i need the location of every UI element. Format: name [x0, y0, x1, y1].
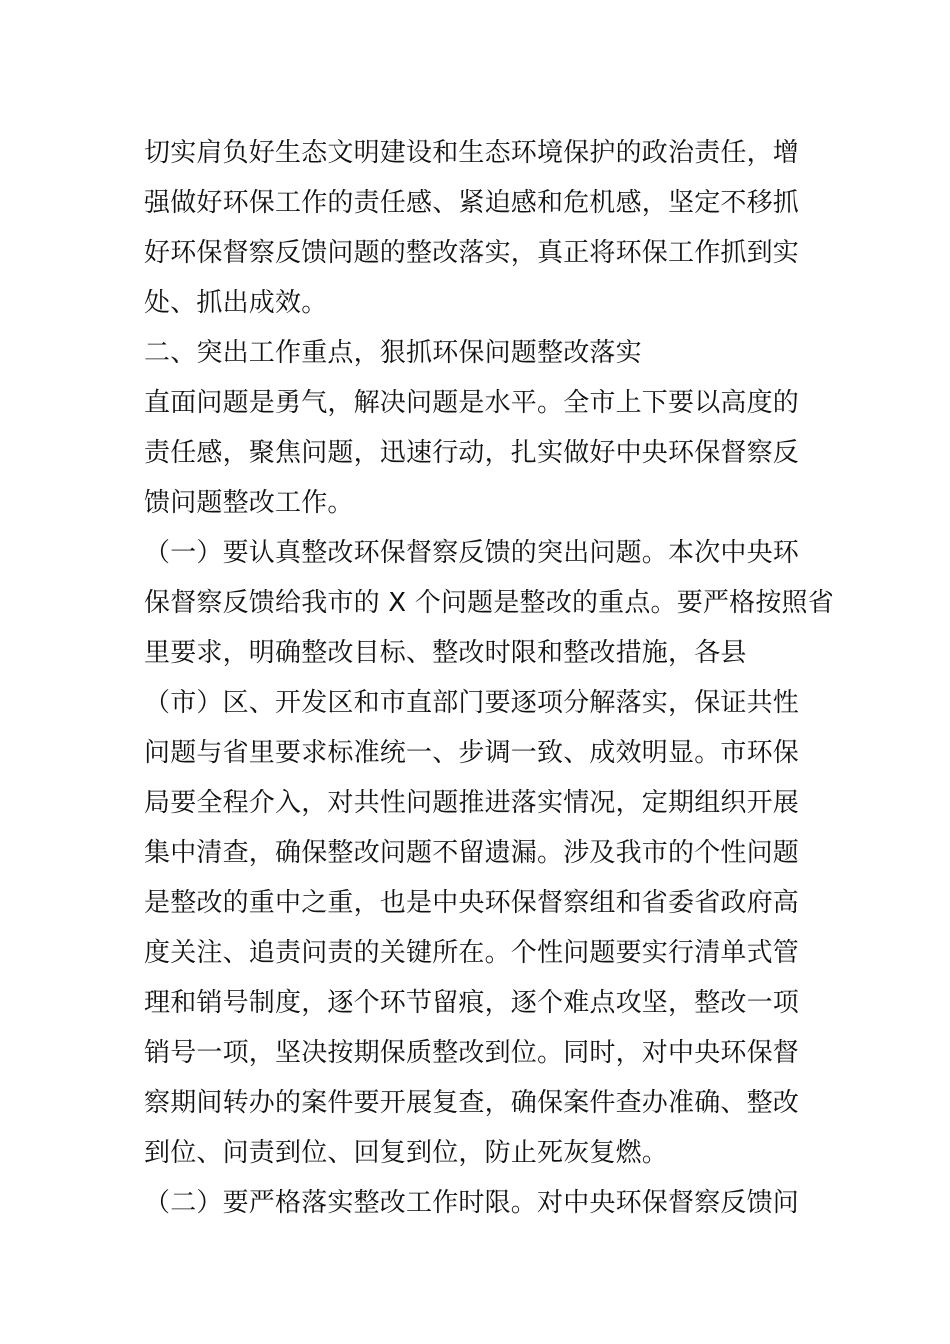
section-heading: 二、突出工作重点，狠抓环保问题整改落实: [144, 338, 642, 368]
text-line: 切实肩负好生态文明建设和生态环境保护的政治责任，增: [144, 138, 800, 168]
text-line: 局要全程介入，对共性问题推进落实情况，定期组织开展: [144, 788, 800, 818]
text-line: 里要求，明确整改目标、整改时限和整改措施，各县: [144, 638, 747, 668]
text-line: 责任感，聚焦问题，迅速行动，扎实做好中央环保督察反: [144, 438, 800, 468]
document-body: [144, 128, 834, 1228]
text-line: 是整改的重中之重，也是中央环保督察组和省委省政府高: [144, 888, 800, 918]
text-line: 直面问题是勇气，解决问题是水平。全市上下要以高度的: [144, 388, 800, 418]
text-line: 理和销号制度，逐个环节留痕，逐个难点攻坚，整改一项: [144, 988, 800, 1018]
text-line: （一）要认真整改环保督察反馈的突出问题。本次中央环: [144, 538, 800, 568]
text-line: 保督察反馈给我市的 X 个问题是整改的重点。要严格按照省: [144, 588, 834, 618]
text-line: （二）要严格落实整改工作时限。对中央环保督察反馈问: [144, 1188, 800, 1218]
text-line: （市）区、开发区和市直部门要逐项分解落实，保证共性: [144, 688, 800, 718]
text-line: 好环保督察反馈问题的整改落实，真正将环保工作抓到实: [144, 238, 800, 268]
text-line: 销号一项，坚决按期保质整改到位。同时，对中央环保督: [144, 1038, 800, 1068]
text-line: 馈问题整改工作。: [144, 488, 354, 518]
text-line: 集中清查，确保整改问题不留遗漏。涉及我市的个性问题: [144, 838, 800, 868]
text-line: 强做好环保工作的责任感、紧迫感和危机感，坚定不移抓: [144, 188, 800, 218]
text-line: 察期间转办的案件要开展复查，确保案件查办准确、整改: [144, 1088, 800, 1118]
text-line: 度关注、追责问责的关键所在。个性问题要实行清单式管: [144, 938, 800, 968]
text-line: 到位、问责到位、回复到位，防止死灰复燃。: [144, 1138, 669, 1168]
text-line: 处、抓出成效。: [144, 288, 328, 318]
text-line: 问题与省里要求标准统一、步调一致、成效明显。市环保: [144, 738, 800, 768]
